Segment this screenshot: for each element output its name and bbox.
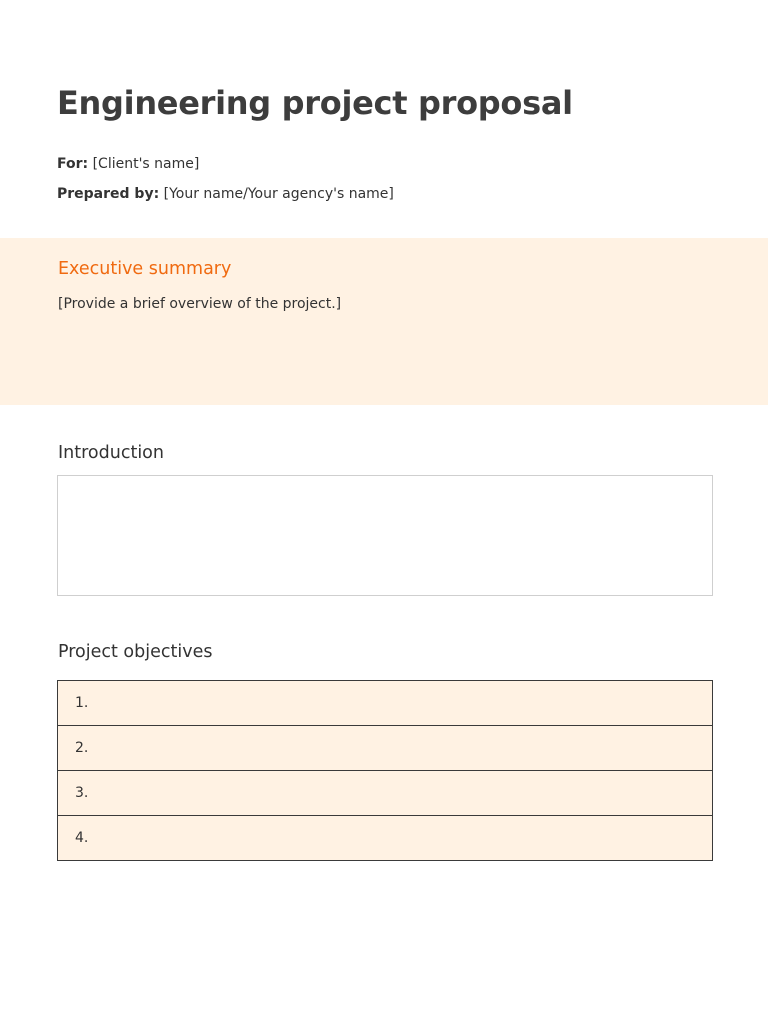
objective-row[interactable] xyxy=(58,681,713,726)
objective-row[interactable] xyxy=(58,771,713,816)
project-objectives-heading: Project objectives xyxy=(58,642,213,662)
objective-number[interactable]: 3. xyxy=(58,771,713,816)
objective-number[interactable]: 4. xyxy=(58,816,713,861)
objective-row[interactable] xyxy=(58,816,713,861)
objective-row[interactable] xyxy=(58,726,713,771)
objective-number[interactable]: 2. xyxy=(58,726,713,771)
for-label: For: xyxy=(57,156,89,172)
client-name-placeholder: [Client's name] xyxy=(92,156,200,172)
objective-number[interactable]: 1. xyxy=(58,681,713,726)
prepared-by-label: Prepared by: xyxy=(57,186,160,202)
introduction-text-box[interactable] xyxy=(57,475,713,596)
client-line xyxy=(57,156,199,172)
executive-summary-heading: Executive summary xyxy=(58,259,232,279)
prepared-by-line xyxy=(57,186,394,202)
page-title: Engineering project proposal xyxy=(57,84,573,122)
preparer-name-placeholder: [Your name/Your agency's name] xyxy=(163,186,394,202)
introduction-heading: Introduction xyxy=(58,443,164,463)
executive-summary-text[interactable]: [Provide a brief overview of the project.] xyxy=(58,296,342,312)
project-objectives-table xyxy=(57,680,713,861)
